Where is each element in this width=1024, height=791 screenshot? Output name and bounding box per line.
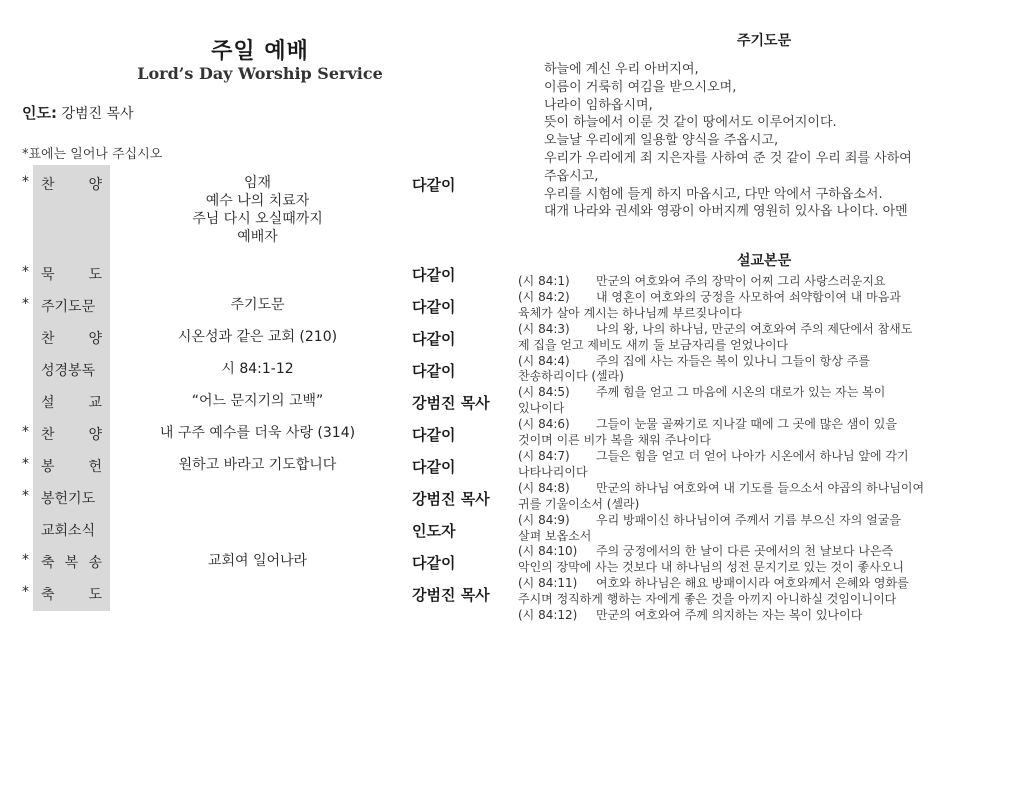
verse-line [518,369,978,385]
order-part-label: 찬 양 [41,177,102,193]
verse-line [518,592,978,608]
order-part-label: 찬 양 [41,331,102,347]
page-subtitle: Lord’s Day Worship Service [137,64,383,83]
order-leader: 다같이 [412,266,456,284]
verse-text: 만군의 여호와여 주께 의지하는 자는 복이 있나이다 [596,608,863,623]
order-part-label: 교회소식 [41,523,96,539]
verse-line [518,354,978,370]
order-part [33,264,110,284]
prayer-line: 오늘날 우리에게 일용할 양식을 주옵시고, [544,133,779,149]
order-part [33,174,110,194]
verse-reference: (시 84:2) [518,289,570,304]
standing-marker: * [22,424,29,440]
verse-text: 여호와 하나님은 해요 방패이시라 여호와께서 은혜와 영화를 [596,576,909,591]
order-part-label: 찬 양 [41,427,102,443]
prayer-line: 나라이 임하옵시며, [544,97,653,113]
verse-line [518,290,978,306]
verse-line [518,274,978,290]
verse-line [518,481,978,497]
verse-text: 주께 힘을 얻고 그 마음에 시온의 대로가 있는 자는 복이 [596,385,886,400]
verse [518,290,978,322]
verse-line [518,465,978,481]
verse-text: 주의 집에 사는 자들은 복이 있나니 그들이 항상 주를 [596,353,870,368]
order-row [0,546,505,578]
order-part [33,552,110,572]
verse-reference: (시 84:7) [518,448,570,463]
verse-text: 주시며 정직하게 행하는 자에게 좋은 것을 아끼지 아니하실 것임이니이다 [518,592,897,607]
order-part [33,424,110,444]
order-part-label: 묵 도 [41,267,102,283]
verse-text: 찬송하리이다 (셀라) [518,369,624,384]
verse-text: 육체가 살아 계시는 하나님께 부르짖나이다 [518,305,742,320]
verse-reference: (시 84:6) [518,417,570,432]
order-leader: 다같이 [412,176,456,194]
standing-marker: * [22,296,29,312]
order-leader: 다같이 [412,458,456,476]
sermon-text-heading: 설교본문 [737,253,792,269]
verse [518,544,978,576]
order-part-label: 축 도 [41,587,102,603]
prayer-line: 주옵시고, [544,168,599,184]
verse-text: 살펴 보옵소서 [518,528,592,543]
lords-prayer-text [544,61,984,221]
order-part-label: 봉헌기도 [41,491,96,507]
order-content: 교회여 일어나라 [207,553,308,569]
verse-line [518,306,978,322]
verse [518,449,978,481]
order-part [33,392,110,412]
verse [518,274,978,290]
order-row [0,578,505,610]
prayer-line: 우리를 시험에 들게 하지 마옵시고, 다만 악에서 구하옵소서. [544,186,883,202]
verse-text: 우리 방패이신 하나님이여 주께서 기름 부으신 자의 얼굴을 [596,512,901,527]
sermon-passage [518,274,978,624]
verse-reference: (시 84:10) [518,544,578,559]
verse-text: 악인의 장막에 사는 것보다 내 하나님의 성전 문지기로 있는 것이 좋사오니 [518,560,904,575]
order-row [0,514,505,546]
order-row [0,168,505,245]
verse-line [518,497,978,513]
standing-marker: * [22,456,29,472]
verse-text: 주의 궁정에서의 한 날이 다른 곳에서의 천 날보다 나은즉 [596,544,894,559]
order-leader: 다같이 [412,554,456,572]
verse [518,608,978,624]
order-part [33,488,110,508]
verse [518,576,978,608]
verse [518,385,978,417]
verse-reference: (시 84:12) [518,608,578,623]
order-row [0,290,505,322]
standing-marker: * [22,174,29,190]
verse-text: 만군의 하나님 여호와여 내 기도를 들으소서 야곱의 하나님이여 [596,480,925,495]
verse-text: 만군의 여호와여 주의 장막이 어찌 그리 사랑스러운지요 [596,274,886,288]
verse-text: 내 영혼이 여호와의 궁정을 사모하여 쇠약함이여 내 마음과 [596,289,901,304]
order-part [33,456,110,476]
order-part-label: 축 복 송 [41,555,102,571]
verse-line [518,449,978,465]
order-content: 시온성과 같은 교회 (210) [177,329,338,345]
standing-marker: * [22,584,29,600]
order-part-label: 설 교 [41,395,102,411]
order-part-label: 봉 헌 [41,459,102,475]
order-part [33,296,110,316]
verse-reference: (시 84:11) [518,576,578,591]
order-row [0,418,505,450]
verse-line [518,433,978,449]
leader-name: 강범진 목사 [61,106,134,122]
prayer-line: 이름이 거룩히 여김을 받으시오며, [544,79,737,95]
verse-reference: (시 84:3) [518,321,570,336]
verse-reference: (시 84:8) [518,480,570,495]
standing-marker: * [22,264,29,280]
verse-text: 귀를 기울이소서 (셀라) [518,496,640,511]
verse-reference: (시 84:4) [518,353,570,368]
order-leader: 강범진 목사 [412,586,490,604]
order-content: 주기도문 [230,297,285,313]
verse-reference: (시 84:1) [518,274,570,288]
order-row [0,322,505,354]
verse-line [518,401,978,417]
order-content: “어느 문지기의 고백” [191,393,324,409]
order-part [33,520,110,540]
verse [518,417,978,449]
verse-line [518,338,978,354]
lords-prayer-heading: 주기도문 [737,33,792,49]
order-leader: 강범진 목사 [412,394,490,412]
leader-label: 인도: [22,104,57,122]
prayer-line: 대개 나라와 권세와 영광이 아버지께 영원히 있사옵 나이다. 아멘 [544,204,908,220]
order-part [33,328,110,348]
order-leader: 인도자 [412,522,456,540]
verse-line [518,513,978,529]
order-row [0,386,505,418]
verse-text: 제 집을 얻고 제비도 새끼 둘 보금자리를 얻었나이다 [518,337,789,352]
order-leader: 다같이 [412,426,456,444]
verse-reference: (시 84:9) [518,512,570,527]
verse [518,322,978,354]
verse-line [518,385,978,401]
verse-line [518,529,978,545]
verse-line [518,544,978,560]
verse-text: 것이며 이른 비가 복을 채워 주나이다 [518,433,711,448]
verse-line [518,322,978,338]
verse [518,354,978,386]
order-leader: 다같이 [412,330,456,348]
verse-reference: (시 84:5) [518,385,570,400]
order-row [0,482,505,514]
prayer-line: 하늘에 계신 우리 아버지여, [544,62,699,77]
order-part-label: 성경봉독 [41,363,96,379]
order-leader: 다같이 [412,298,456,316]
order-content: 시 84:1-12 [221,361,294,377]
verse-text: 그들이 눈물 골짜기로 지나갈 때에 그 곳에 많은 샘이 있을 [596,417,897,432]
verse [518,481,978,513]
standing-marker: * [22,552,29,568]
verse-line [518,576,978,592]
order-row [0,258,505,290]
order-part [33,584,110,604]
worship-leader [22,102,134,123]
page-title: 주일 예배 [211,39,309,64]
order-part-label: 주기도문 [41,299,96,315]
verse-text: 나의 왕, 나의 하나님, 만군의 여호와여 주의 제단에서 참새도 [596,321,913,336]
order-part [33,360,110,380]
order-row [0,354,505,386]
order-content: 내 구주 예수를 더욱 사랑 (314) [159,425,356,441]
order-leader: 강범진 목사 [412,490,490,508]
order-row [0,450,505,482]
prayer-line: 뜻이 하늘에서 이룬 것 같이 땅에서도 이루어지이다. [544,115,837,131]
verse [518,513,978,545]
verse-text: 있나이다 [518,401,565,416]
prayer-line: 우리가 우리에게 죄 지은자를 사하여 준 것 같이 우리 죄를 사하여 [544,150,912,166]
standing-note: *표에는 일어나 주십시오 [22,147,163,162]
order-content: 임재 예수 나의 치료자 주님 다시 오실때까지 예배자 [192,175,323,245]
order-leader: 다같이 [412,362,456,380]
order-content: 원하고 바라고 기도합니다 [178,457,337,473]
verse-line [518,417,978,433]
verse-text: 그들은 힘을 얻고 더 얻어 나아가 시온에서 하나님 앞에 각기 [596,448,909,463]
verse-line [518,608,978,624]
verse-line [518,560,978,576]
verse-text: 나타나리이다 [518,464,588,479]
standing-marker: * [22,488,29,504]
